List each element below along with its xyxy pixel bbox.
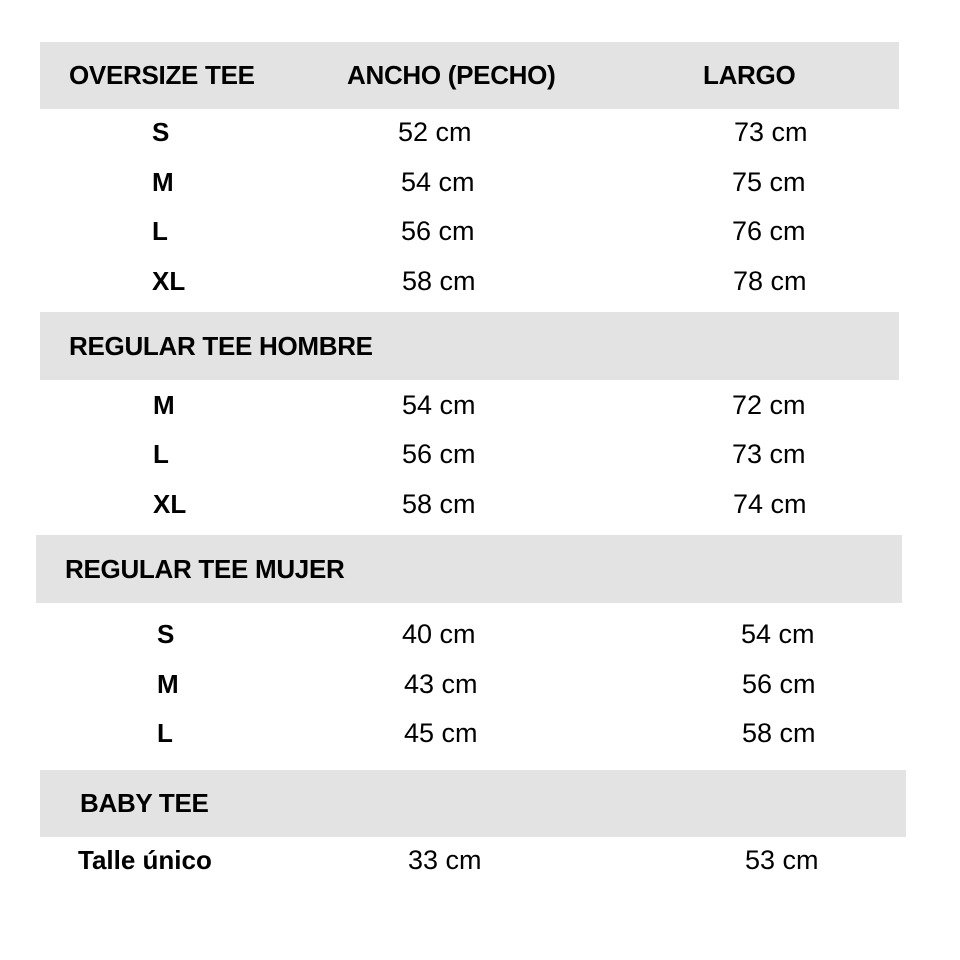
length-cell: 53 cm: [745, 845, 819, 875]
width-cell: 56 cm: [401, 216, 475, 246]
length-cell: 56 cm: [742, 669, 816, 699]
width-cell: 58 cm: [402, 489, 476, 519]
size-cell: L: [153, 439, 169, 469]
length-cell: 72 cm: [732, 390, 806, 420]
header-product: OVERSIZE TEE: [69, 60, 255, 90]
size-cell: XL: [153, 489, 187, 519]
size-cell: XL: [152, 266, 186, 296]
width-cell: 58 cm: [402, 266, 476, 296]
length-cell: 76 cm: [732, 216, 806, 246]
size-cell: Talle único: [78, 845, 212, 875]
length-cell: 78 cm: [733, 266, 807, 296]
width-cell: 52 cm: [398, 117, 472, 147]
section-title: REGULAR TEE MUJER: [65, 554, 345, 584]
width-cell: 54 cm: [402, 390, 476, 420]
size-cell: M: [157, 669, 179, 699]
width-cell: 54 cm: [401, 167, 475, 197]
header-width: ANCHO (PECHO): [347, 60, 556, 90]
size-cell: L: [157, 718, 173, 748]
size-cell: S: [152, 117, 170, 147]
width-cell: 33 cm: [408, 845, 482, 875]
width-cell: 56 cm: [402, 439, 476, 469]
length-cell: 54 cm: [741, 619, 815, 649]
width-cell: 40 cm: [402, 619, 476, 649]
size-cell: M: [152, 167, 174, 197]
size-cell: S: [157, 619, 175, 649]
header-length: LARGO: [703, 60, 796, 90]
length-cell: 75 cm: [732, 167, 806, 197]
length-cell: 73 cm: [732, 439, 806, 469]
section-title: BABY TEE: [80, 788, 209, 818]
size-cell: L: [152, 216, 168, 246]
size-cell: M: [153, 390, 175, 420]
width-cell: 45 cm: [404, 718, 478, 748]
length-cell: 58 cm: [742, 718, 816, 748]
length-cell: 74 cm: [733, 489, 807, 519]
section-title: REGULAR TEE HOMBRE: [69, 331, 373, 361]
length-cell: 73 cm: [734, 117, 808, 147]
width-cell: 43 cm: [404, 669, 478, 699]
